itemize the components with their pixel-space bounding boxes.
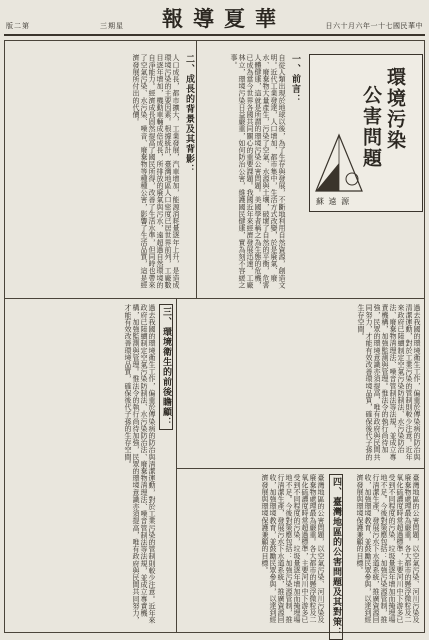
section-body-1: 自從人類出現於地球以後，為了生存與發展，不斷地利用自然資源，創造文明。近代工業發達，人口增加，都市集中，生活方式改變，於是廢氣、廢水、廢棄物大量產生，污染了空氣、水源與土壤，破壞了自然的平衡，危害人體健康，這就是所謂的環境污染公害問題。美國學者稱之為生態的危機，已成為當今世界各國共同關心的重要課題。我國近年來經濟發展迅速，工廠林立，環境污染日益嚴重，如何防治公害，維護國民健康，實為刻不容緩之事。 <box>230 54 286 289</box>
page-label: 版二第 <box>6 22 30 30</box>
frame-rule-left <box>4 40 5 632</box>
section-heading-1: 一、前言： <box>290 54 300 104</box>
band-rule-lower <box>176 468 425 469</box>
band-rule-middle <box>4 298 425 299</box>
section-body-2: 人口成長，都市擴大，工業發展，汽車增加，能源消耗量逐年上升，是造成環境污染的主要因素。根據統計，臺灣地區人口密度已居世界前列，工廠數目逐年增加，機動車輛成倍成長，所排放的廢氣與污水，遠超過自然環境的自淨能力。經濟成長固然提高了國民所得，改善了生活水準，但同時也帶來了空氣污染、水污染、噪音、廢棄物等種種公害，影響了生活品質，這是經濟發展所付出的代價。 <box>132 54 180 289</box>
triangle-illustration-icon <box>314 133 364 193</box>
section-body-4: 臺灣地區的公害問題，以空氣污染、河川污染及廢棄物處理最為嚴重。各大都市的懸浮微粒及二氧化硫濃度時常超過標準，主要河川中下游多已受到不同程度的污染，垃圾量逐年增加而掩埋場地不足。今後對策應包括：加強污染源管制，推行清潔生產，發展污水下水道系統，推廣資源回收，加強環境教育，並鼓勵民眾參與，以達到經濟發展與環境保護兼顧的目標。 <box>261 474 325 624</box>
section-heading-4: 四、臺灣地區的公害問題及其對策： <box>330 474 341 640</box>
section-body-3: 過去我國的環境衛生工作，偏重於傳染病的防治與清潔運動，對於工業污染的管制則較少注意。近年來政府已陸續制定空氣污染防制法、水污染防治法、廢棄物清理法、噪音管制法等法規，並成立專責機構，加強監測與管理。惟法令的執行尚待加強，民眾的環境意識亦須提高，唯有政府與民間共同努力，才能有效改善環境品質，確保後代子孫的生存空間。 <box>124 304 156 624</box>
article-title-line1: 環境污染 <box>384 67 406 151</box>
article-author: 蘇 遠 源 <box>316 197 351 206</box>
frame-rule-bottom <box>4 632 425 633</box>
column-rule-lower <box>176 298 177 632</box>
section-body-3-continued: 過去我國的環境衛生工作，偏重於傳染病的防治與清潔運動，對於工業污染的管制則較少注意。近年來政府已陸續制定空氣污染防制法、水污染防治法、廢棄物清理法、噪音管制法等法規，並成立專責機構，加強監測與管理。惟法令的執行尚待加強，民眾的環境意識亦須提高，唯有政府與民間共同努力，才能有效改善環境品質，確保後代子孫的生存空間。 <box>357 304 421 461</box>
frame-rule-top <box>4 40 425 41</box>
frame-rule-right <box>424 40 425 632</box>
section-heading-3: 三、環境衛生的前後瞻顧： <box>160 304 171 430</box>
article-title-box <box>309 54 423 212</box>
article-title-line2: 公害問題 <box>360 85 382 169</box>
masthead: 報導夏華 <box>162 6 286 31</box>
column-rule-upper <box>196 40 197 298</box>
page-header <box>4 6 425 36</box>
section-body-4-continued: 臺灣地區的公害問題，以空氣污染、河川污染及廢棄物處理最為嚴重。各大都市的懸浮微粒及二氧化硫濃度時常超過標準，主要河川中下游多已受到不同程度的污染，垃圾量逐年增加而掩埋場地不足。今後對策應包括：加強污染源管制，推行清潔生產，發展污水下水道系統，推廣資源回收，加強環境教育，並鼓勵民眾參與，以達到經濟發展與環境保護兼顧的目標。 <box>356 474 420 624</box>
issue-date: 日六十月六年一十七國民華中 <box>325 22 423 30</box>
weekday-label: 三期星 <box>100 22 124 30</box>
section-heading-2: 二、成長的背景及其背影： <box>184 54 194 174</box>
